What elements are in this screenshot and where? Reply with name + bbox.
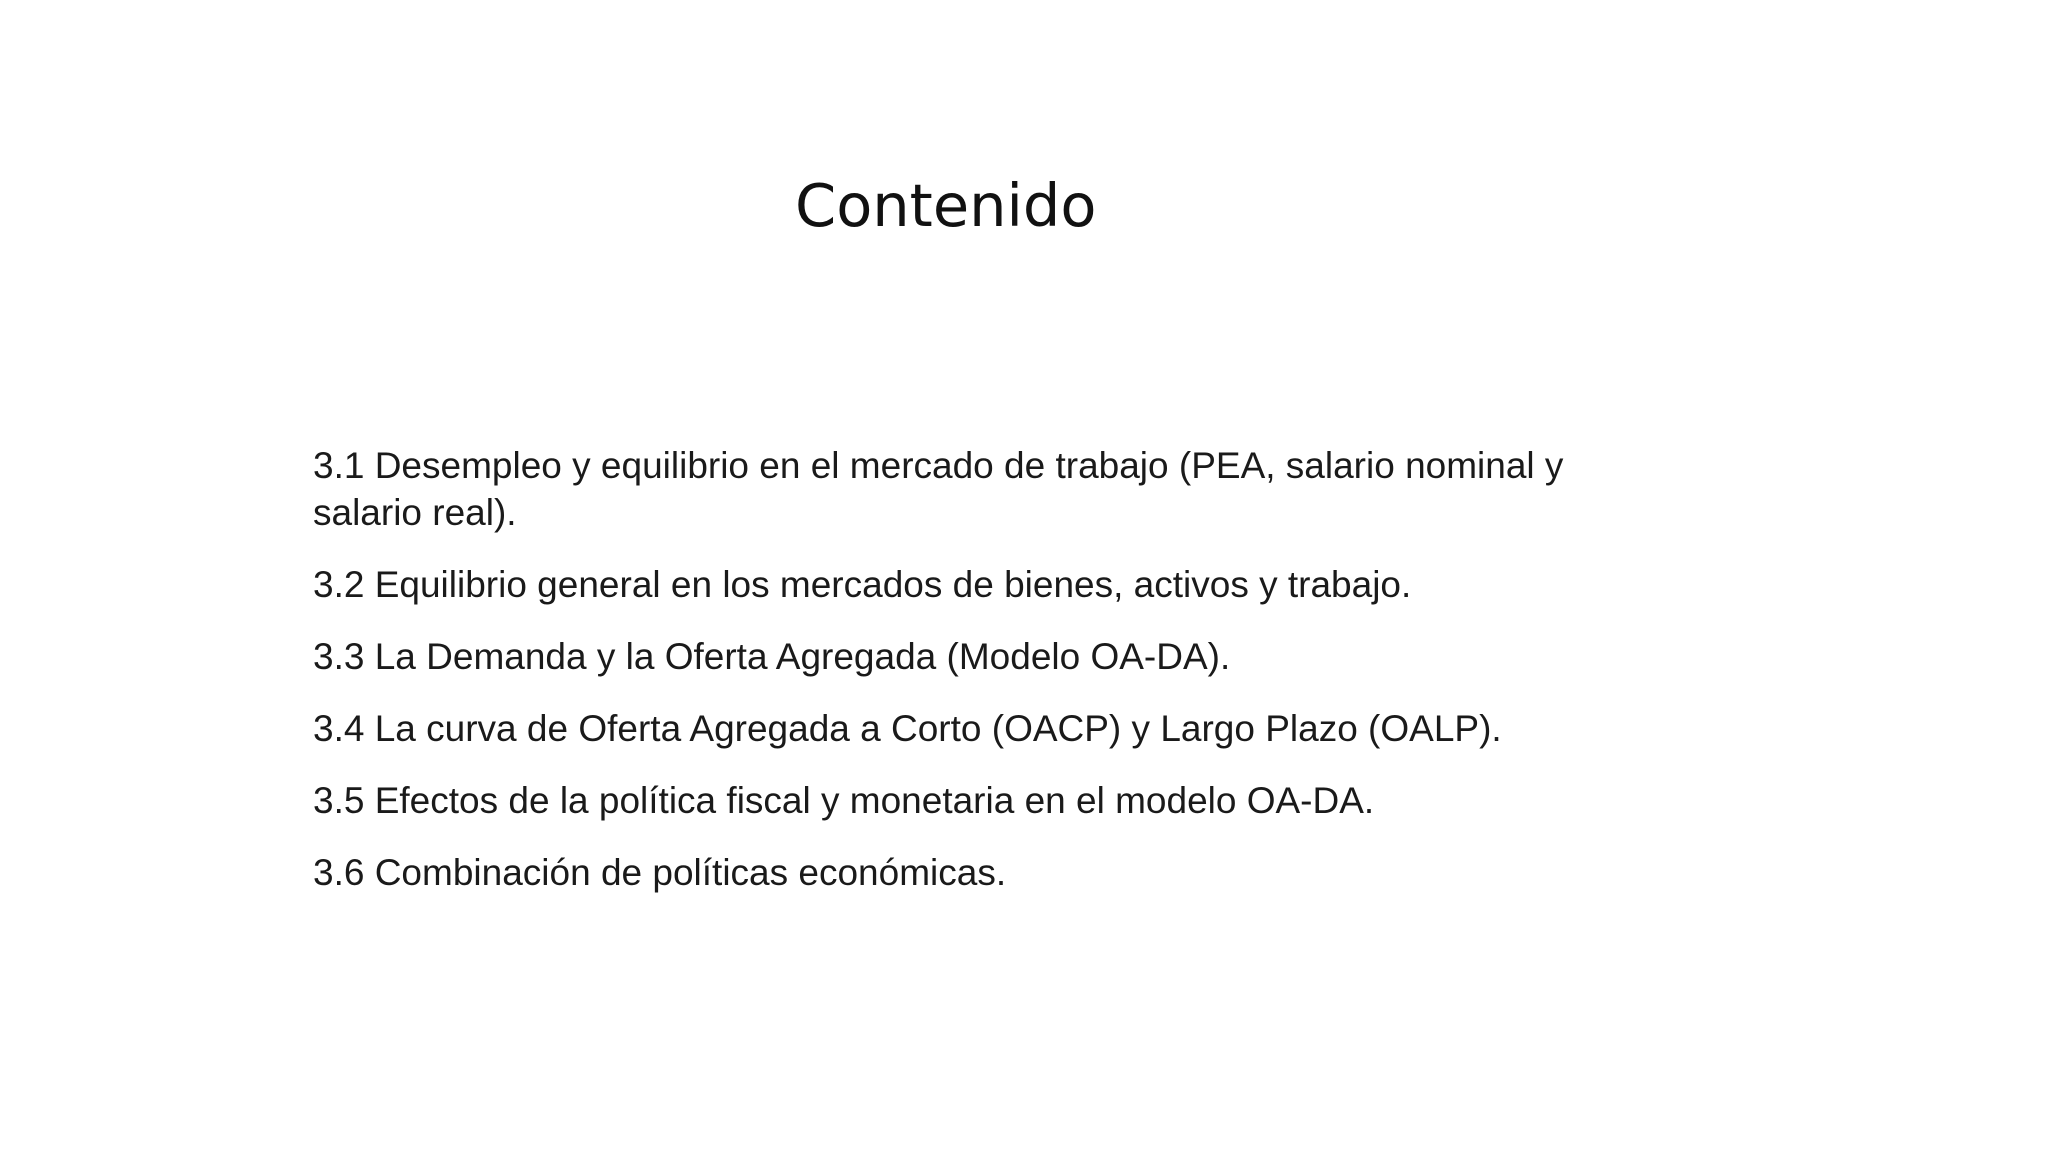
content-list (313, 442, 1673, 921)
content-item-3-6: 3.6 Combinación de políticas económicas. (313, 852, 1007, 893)
content-item-3-5: 3.5 Efectos de la política fiscal y monetaria en el modelo OA-DA. (313, 780, 1375, 821)
content-item-3-2: 3.2 Equilibrio general en los mercados de bienes, activos y trabajo. (313, 564, 1412, 605)
content-item-3-1: 3.1 Desempleo y equilibrio en el mercado de trabajo (PEA, salario nominal y salario real). (313, 445, 1564, 533)
content-item-3-4: 3.4 La curva de Oferta Agregada a Corto (OACP) y Largo Plazo (OALP). (313, 708, 1502, 749)
content-item-3-3: 3.3 La Demanda y la Oferta Agregada (Modelo OA-DA). (313, 636, 1231, 677)
slide-title: Contenido (795, 171, 1097, 240)
